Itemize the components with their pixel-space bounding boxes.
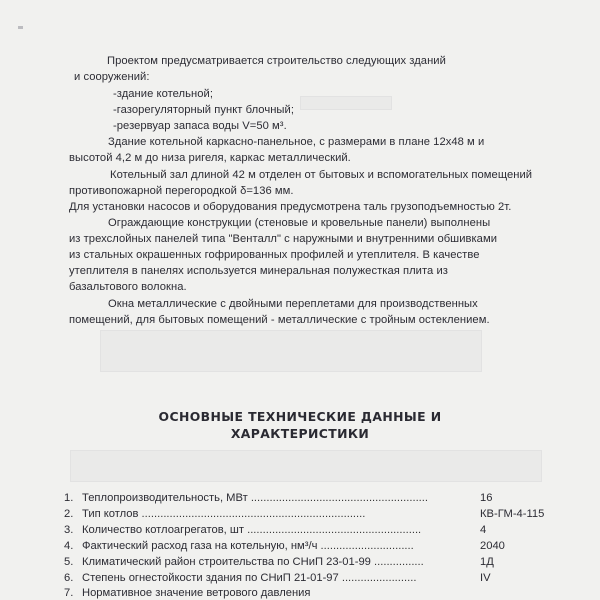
text-line: Проектом предусматривается строительство следующих зданий	[107, 55, 446, 67]
text-line: Здание котельной каркасно-панельное, с размерами в плане 12х48 м и	[108, 136, 485, 148]
spec-row	[64, 586, 584, 600]
spec-label: Количество котлоагрегатов, шт ........................................................	[82, 524, 422, 536]
spec-row	[64, 491, 584, 505]
spec-number: 4.	[64, 540, 74, 552]
section-heading-line1: ОСНОВНЫЕ ТЕХНИЧЕСКИЕ ДАННЫЕ И	[158, 409, 442, 424]
text-line: -резервуар запаса воды V=50 м³.	[113, 120, 287, 132]
text-line: Котельный зал длиной 42 м отделен от бытовых и вспомогательных помещений	[110, 169, 533, 181]
spec-label: Нормативное значение ветрового давления	[82, 587, 311, 599]
spec-value: 2040	[480, 540, 505, 552]
spec-label: Фактический расход газа на котельную, нм³/ч ..............................	[82, 540, 414, 552]
text-line: и сооружений:	[74, 71, 150, 83]
text-line: базальтового волокна.	[69, 281, 187, 293]
text-line: из трехслойных панелей типа "Венталл" с наружными и внутренними обшивками	[69, 233, 497, 245]
spec-label: Климатический район строительства по СНиП 23-01-99 ................	[82, 556, 424, 568]
text-line: из стальных окрашенных гофрированных профилей и утеплителя. В качестве	[69, 249, 480, 261]
bleed-through-shape	[70, 450, 542, 482]
spec-number: 7.	[64, 587, 74, 599]
spec-number: 5.	[64, 556, 74, 568]
spec-row	[64, 539, 584, 553]
spec-label: Степень огнестойкости здания по СНиП 21-01-97 ........................	[82, 572, 417, 584]
text-line: противопожарной перегородкой δ=136 мм.	[69, 185, 294, 197]
section-heading-line2: ХАРАКТЕРИСТИКИ	[230, 426, 370, 441]
text-line: помещений, для бытовых помещений - металлические с тройным остеклением.	[69, 314, 490, 326]
bleed-through-shape	[100, 330, 482, 372]
spec-number: 1.	[64, 492, 74, 504]
spec-row	[64, 507, 584, 521]
spec-number: 3.	[64, 524, 74, 536]
spec-number: 6.	[64, 572, 74, 584]
spec-row	[64, 523, 584, 537]
spec-value: 16	[480, 492, 493, 504]
text-line: высотой 4,2 м до низа ригеля, каркас металлический.	[69, 152, 351, 164]
bleed-through-shape	[300, 96, 392, 110]
text-line: -газорегуляторный пункт блочный;	[113, 104, 294, 116]
scan-mark	[18, 26, 23, 29]
spec-row	[64, 571, 584, 585]
spec-value: 4	[480, 524, 487, 536]
spec-value: IV	[480, 572, 491, 584]
text-line: утеплителя в панелях используется минеральная полужесткая плита из	[69, 265, 448, 277]
text-line: Окна металлические с двойными переплетами для производственных	[108, 298, 478, 310]
spec-label: Теплопроизводительность, МВт .........................................................	[82, 492, 428, 504]
spec-number: 2.	[64, 508, 74, 520]
spec-value: 1Д	[480, 556, 494, 568]
text-line: -здание котельной;	[113, 88, 213, 100]
text-line: Для установки насосов и оборудования предусмотрена таль грузоподъемностью 2т.	[69, 201, 512, 213]
spec-label: Тип котлов ........................................................................	[82, 508, 366, 520]
spec-row	[64, 555, 584, 569]
spec-value: КВ-ГМ-4-115	[480, 508, 545, 520]
text-line: Ограждающие конструкции (стеновые и кровельные панели) выполнены	[108, 217, 491, 229]
